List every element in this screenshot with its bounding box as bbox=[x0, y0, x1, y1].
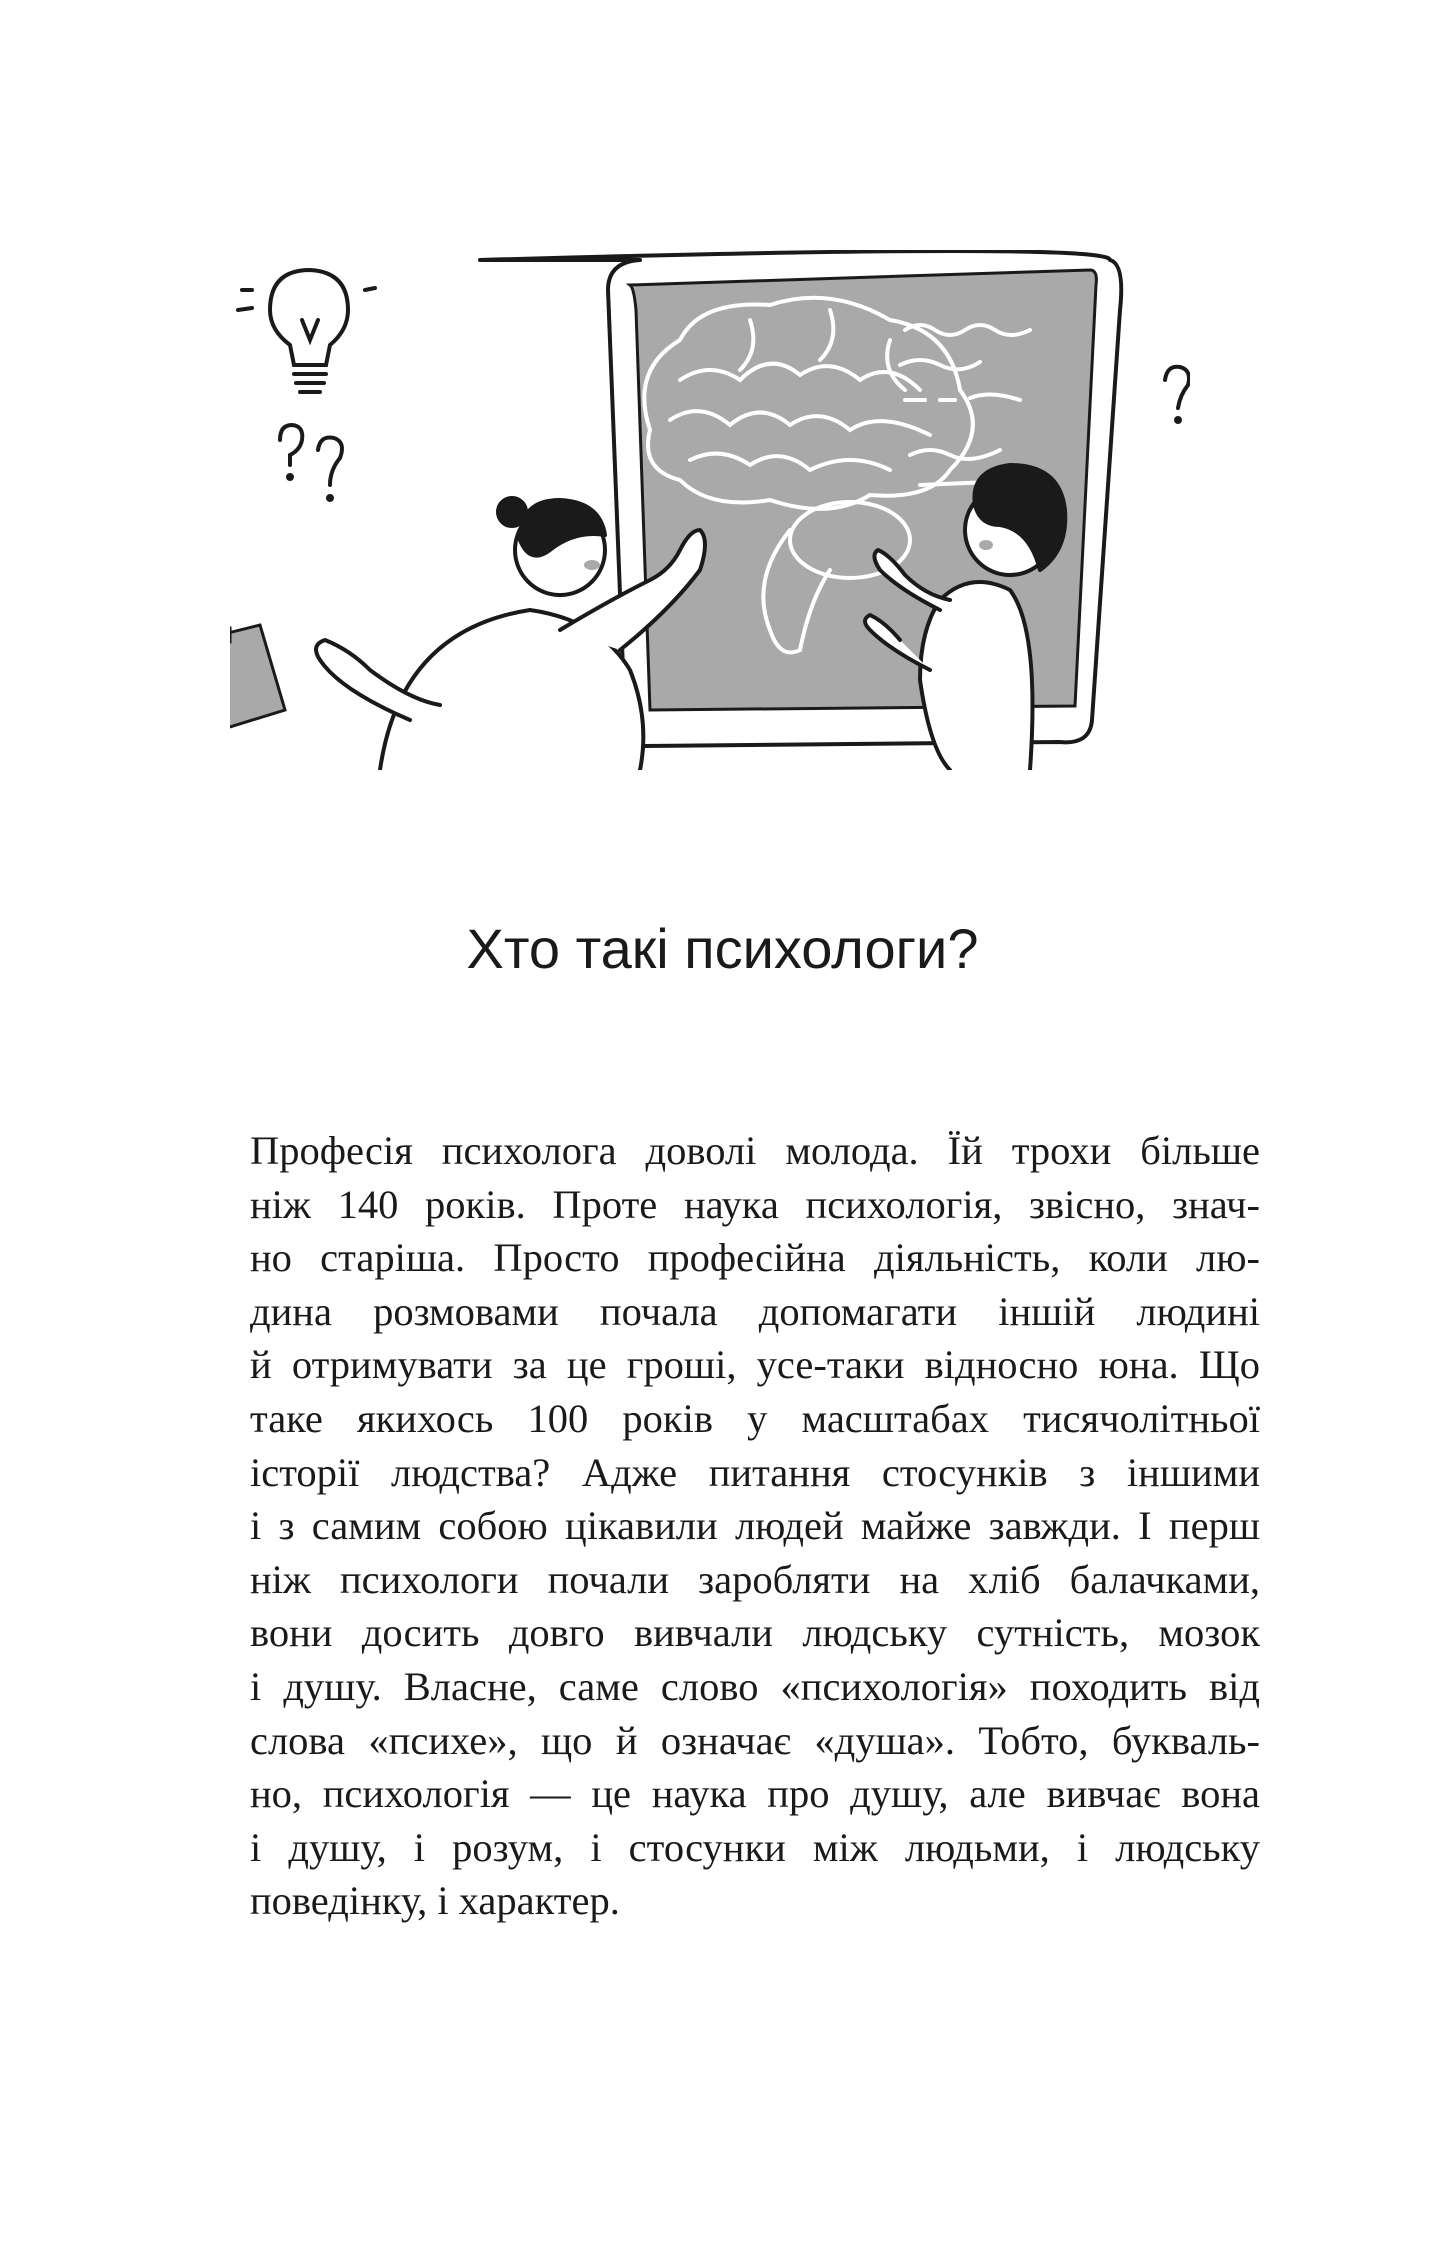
illustration-psychologists-at-board bbox=[230, 250, 1190, 770]
text-line: й отримувати за це гроші, усе-таки відносно юна. Що bbox=[250, 1342, 1260, 1388]
body-paragraph bbox=[250, 1124, 1260, 1928]
text-line: но, психологія — це наука про душу, але вивчає вона bbox=[250, 1771, 1260, 1817]
text-line: історії людства? Адже питання стосунків з іншими bbox=[250, 1449, 1260, 1495]
text-line: і душу, і розум, і стосунки між людьми, і людську bbox=[250, 1824, 1260, 1870]
text-line: слова «психе», що й означає «душа». Тобто, букваль- bbox=[250, 1717, 1260, 1763]
text-line: Професія психолога доволі молода. Їй трохи більше bbox=[250, 1128, 1260, 1173]
text-line: ніж психологи почали заробляти на хліб балачками, bbox=[250, 1556, 1260, 1602]
text-line: но старіша. Просто професійна діяльність, коли лю- bbox=[250, 1235, 1260, 1281]
clipboard bbox=[230, 625, 285, 730]
text-line: поведінку, і характер. bbox=[250, 1878, 620, 1924]
text-line: таке якихось 100 років у масштабах тисячолітньої bbox=[250, 1395, 1260, 1441]
text-line: і з самим собою цікавили людей майже завжди. І перш bbox=[250, 1503, 1260, 1549]
text-line: дина розмовами почала допомагати іншій людині bbox=[250, 1288, 1260, 1334]
text-line: і душу. Власне, саме слово «психологія» походить від bbox=[250, 1663, 1260, 1709]
lightbulb-icon bbox=[238, 270, 375, 392]
chapter-title: Хто такі психологи? bbox=[466, 917, 979, 980]
text-line: ніж 140 років. Проте наука психологія, звісно, знач- bbox=[250, 1181, 1260, 1227]
text-line: вони досить довго вивчали людську сутність, мозок bbox=[250, 1610, 1260, 1656]
